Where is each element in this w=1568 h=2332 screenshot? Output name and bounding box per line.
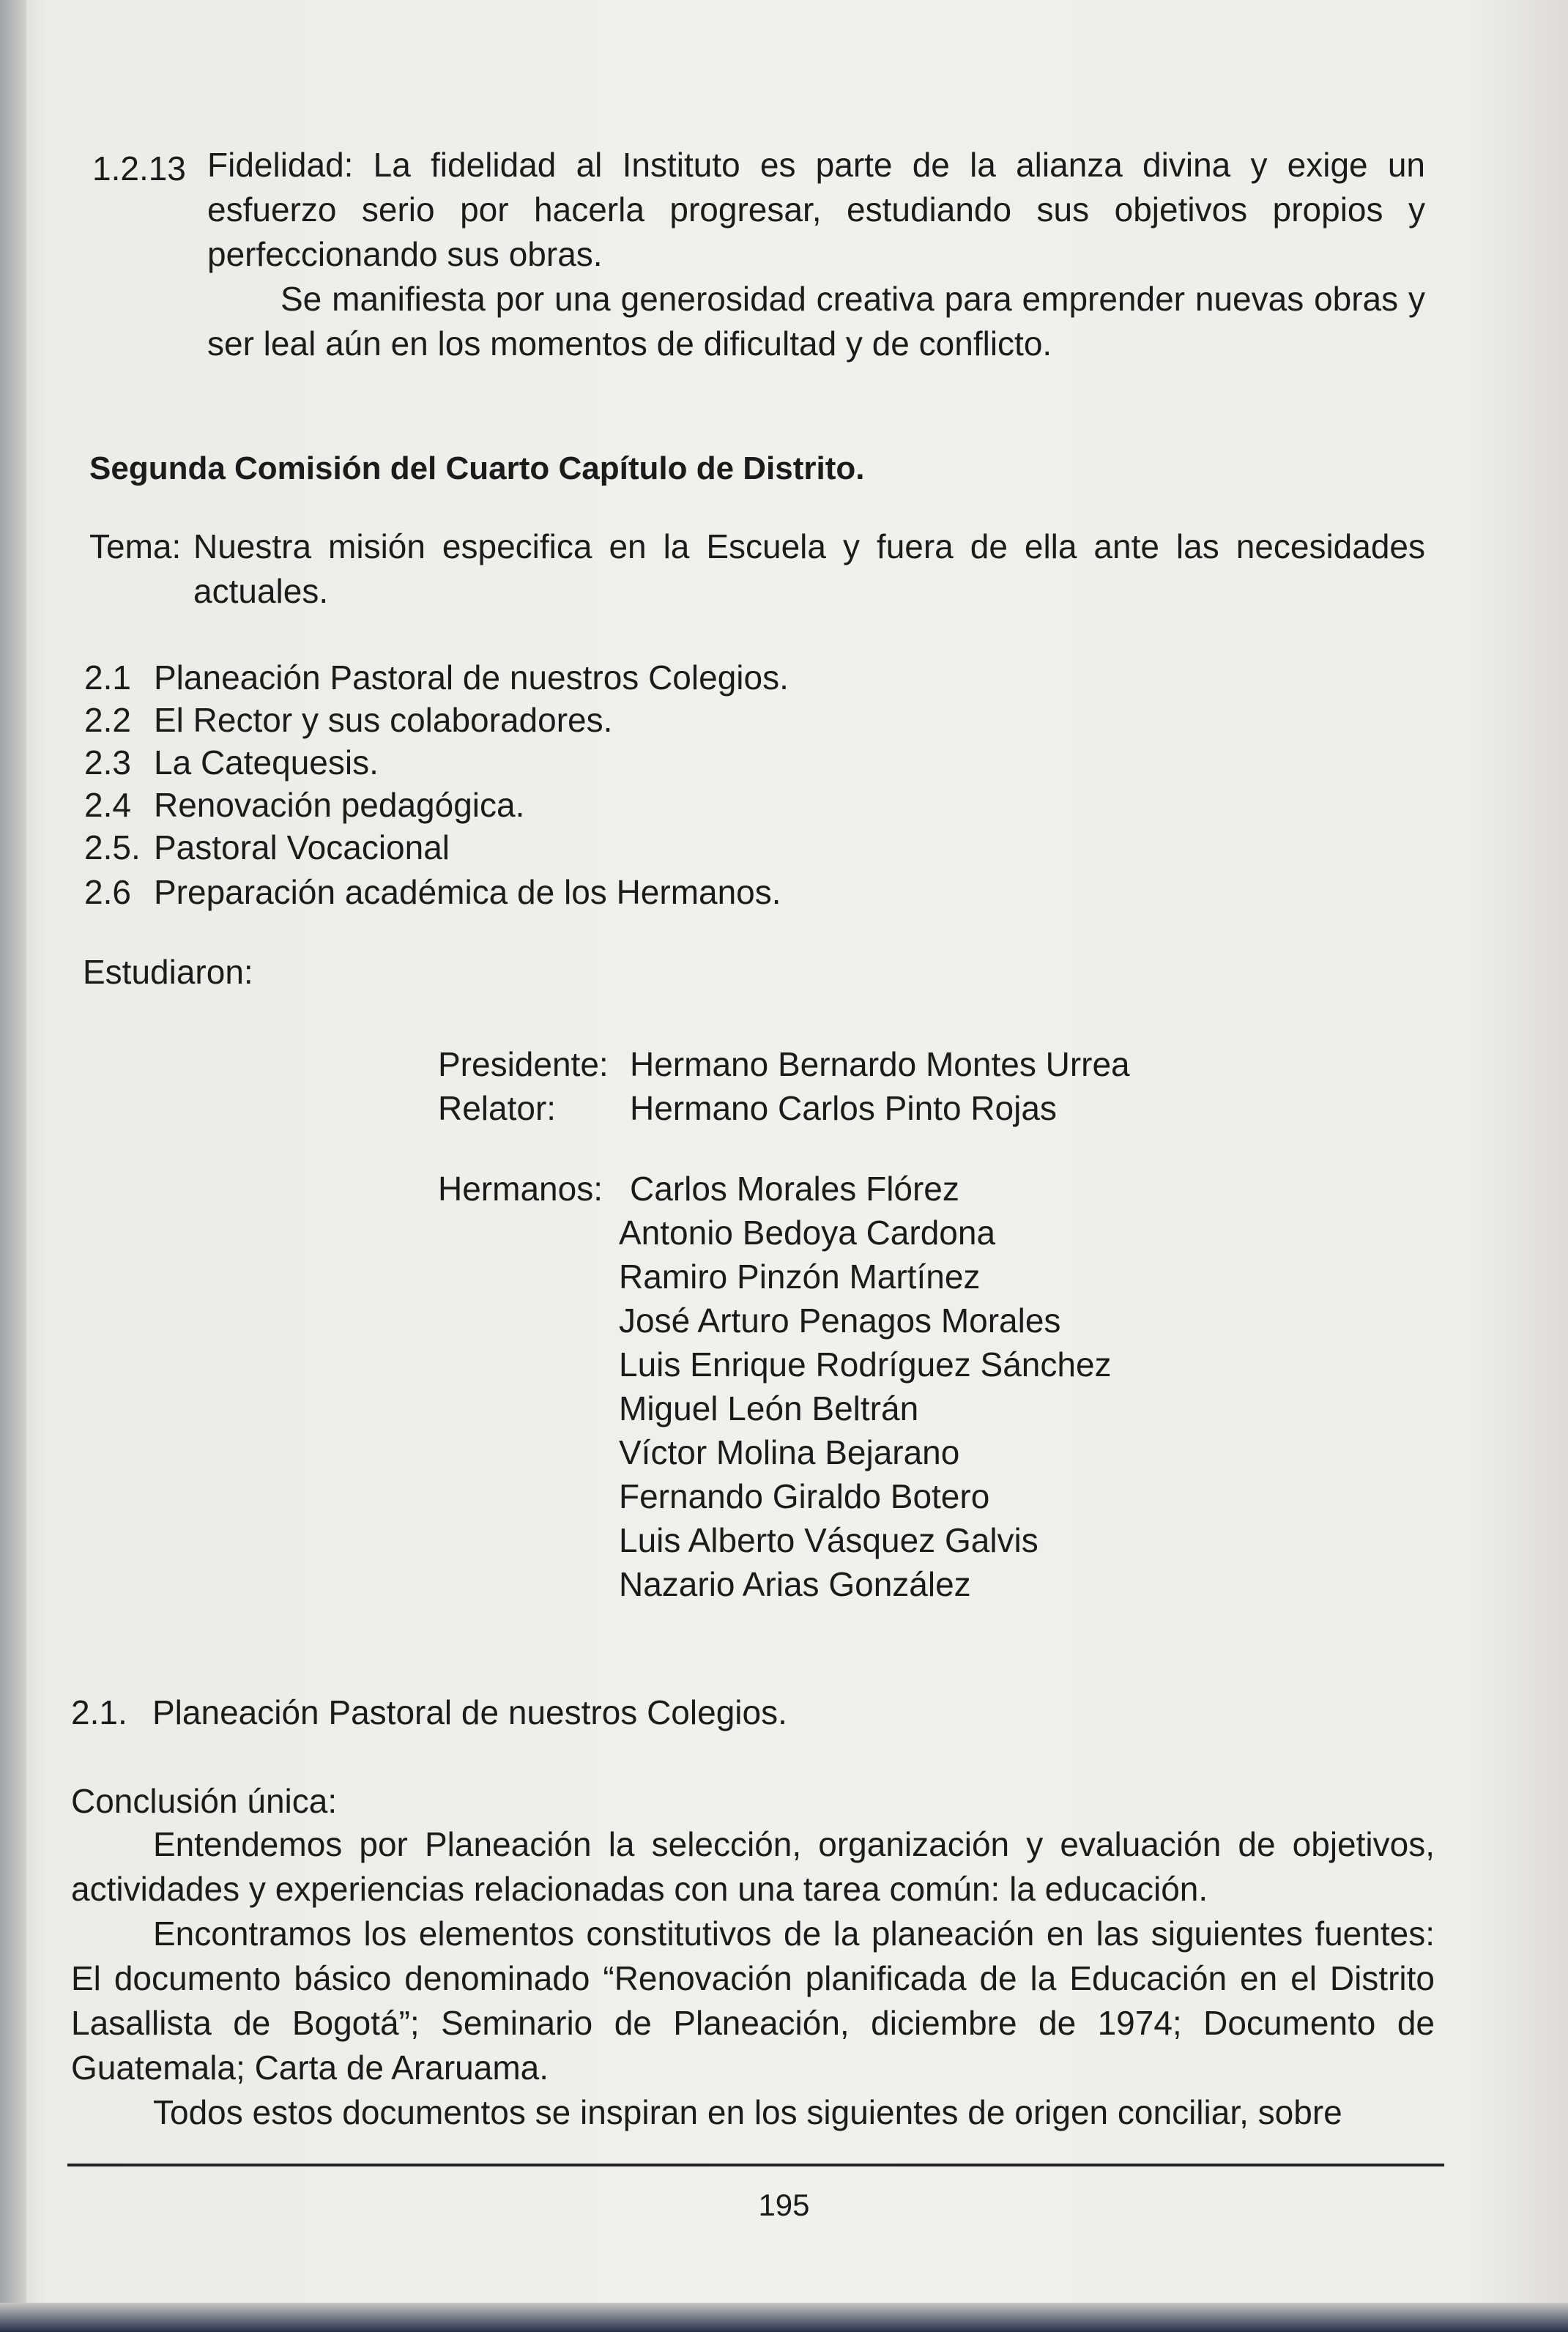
relator-name: Hermano Carlos Pinto Rojas bbox=[630, 1089, 1057, 1127]
topic-text: Pastoral Vocacional bbox=[154, 828, 450, 866]
hermano-name: Fernando Giraldo Botero bbox=[619, 1477, 990, 1515]
hermano-name: Carlos Morales Flórez bbox=[630, 1170, 959, 1208]
page-number: 195 bbox=[758, 2188, 810, 2222]
topic-text: Renovación pedagógica. bbox=[154, 786, 525, 824]
hermano-name: Luis Enrique Rodríguez Sánchez bbox=[619, 1345, 1112, 1384]
subsection-title: Planeación Pastoral de nuestros Colegios. bbox=[152, 1693, 787, 1731]
body-paragraph: Entendemos por Planeación la selección, organización y evaluación de objetivos, actividades y experiencias relacionadas con una tarea común: la educación. bbox=[71, 1825, 1435, 1908]
topic-text: El Rector y sus colaboradores. bbox=[154, 701, 613, 739]
page-left-edge bbox=[0, 0, 26, 2332]
hermano-name: Ramiro Pinzón Martínez bbox=[619, 1258, 981, 1296]
hermano-name: Nazario Arias González bbox=[619, 1565, 971, 1603]
hermanos-label: Hermanos: bbox=[438, 1170, 603, 1208]
topic-text: La Catequesis. bbox=[154, 743, 379, 781]
hermano-name: Víctor Molina Bejarano bbox=[619, 1433, 960, 1471]
fidelidad-paragraph: Fidelidad: La fidelidad al Instituto es parte de la alianza divina y exige un esfuerzo serio por hacerla progresar, estudiando sus objetivos propios y perfeccionando sus obras. bbox=[207, 146, 1425, 273]
presidente-label: Presidente: bbox=[438, 1045, 609, 1083]
topic-number: 2.1 bbox=[84, 658, 131, 697]
topic-text: Planeación Pastoral de nuestros Colegios. bbox=[154, 658, 789, 697]
topic-number: 2.2 bbox=[84, 701, 131, 739]
topic-number: 2.5. bbox=[84, 828, 141, 866]
section-number: 1.2.13 bbox=[92, 149, 186, 187]
body-paragraph: Encontramos los elementos constitutivos de la planeación en las siguientes fuentes: El documento básico denominado “Renovación planificada de la Educación en el Distrito Lasallista de Bogotá”; Seminario de Planeación, diciembre de 1974; Documento de Guatemala; Carta de Araruama. bbox=[71, 1915, 1435, 2087]
topic-number: 2.3 bbox=[84, 743, 131, 781]
conclusion-label: Conclusión única: bbox=[71, 1782, 338, 1820]
section-heading: Segunda Comisión del Cuarto Capítulo de Distrito. bbox=[89, 450, 865, 486]
topic-number: 2.6 bbox=[84, 873, 131, 911]
relator-label: Relator: bbox=[438, 1089, 557, 1127]
subsection-number: 2.1. bbox=[71, 1693, 127, 1731]
tema-label: Tema: bbox=[89, 527, 182, 565]
page-bottom-edge bbox=[0, 2303, 1568, 2332]
footer-rule bbox=[67, 2164, 1444, 2166]
tema-text: Nuestra misión especifica en la Escuela y fuera de ella ante las necesidades actuales. bbox=[193, 527, 1425, 610]
hermano-name: José Arturo Penagos Morales bbox=[619, 1301, 1061, 1340]
estudiaron-label: Estudiaron: bbox=[83, 953, 253, 991]
topic-number: 2.4 bbox=[84, 786, 131, 824]
presidente-name: Hermano Bernardo Montes Urrea bbox=[630, 1045, 1130, 1083]
topic-text: Preparación académica de los Hermanos. bbox=[154, 873, 781, 911]
hermano-name: Antonio Bedoya Cardona bbox=[619, 1214, 996, 1252]
hermano-name: Miguel León Beltrán bbox=[619, 1389, 919, 1427]
body-paragraph: Todos estos documentos se inspiran en los siguientes de origen conciliar, sobre bbox=[153, 2093, 1342, 2131]
hermano-name: Luis Alberto Vásquez Galvis bbox=[619, 1521, 1038, 1559]
fidelidad-paragraph-2: Se manifiesta por una generosidad creativa para emprender nuevas obras y ser leal aún en los momentos de dificultad y de conflicto. bbox=[207, 280, 1425, 363]
